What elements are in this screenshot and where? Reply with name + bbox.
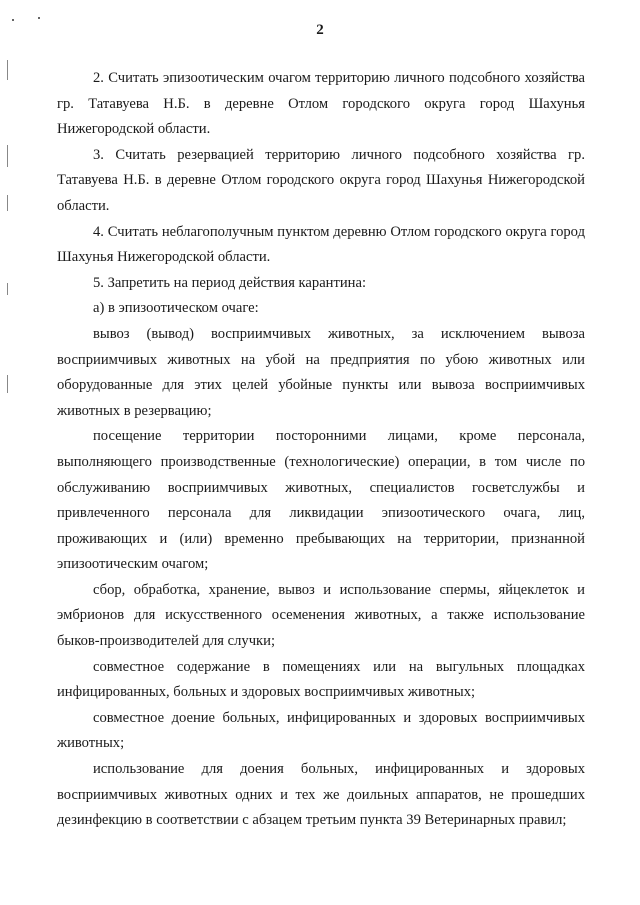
restriction-joint-keeping: совместное содержание в помещениях или на выгульных площадках инфицированных, больных и здоровых восприимчивых животных; <box>57 658 585 701</box>
restriction-joint-milking: совместное доение больных, инфицированных и здоровых восприимчивых животных; <box>57 709 585 752</box>
scan-margin-mark <box>7 60 8 80</box>
document-body <box>57 66 585 834</box>
paragraph-item-4: 4. Считать неблагополучным пунктом деревню Отлом городского округа город Шахунья Нижегородской области. <box>57 223 585 266</box>
restriction-export: вывоз (вывод) восприимчивых животных, за исключением вывоза восприимчивых животных на убой на предприятия по убою животных или оборудованные для этих целей убойные пункты или вывоза восприимчивых животных в резервацию; <box>57 325 585 419</box>
paragraph-item-3: 3. Считать резервацией территорию личного подсобного хозяйства гр. Татавуева Н.Б. в деревне Отлом городского округа город Шахунья Нижегородской области. <box>57 146 585 214</box>
paragraph-item-5: 5. Запретить на период действия карантина: <box>93 274 367 291</box>
scan-margin-mark <box>7 195 8 211</box>
restriction-semen: сбор, обработка, хранение, вывоз и использование спермы, яйцеклеток и эмбрионов для искусственного осеменения животных, а также использование быков-производителей для случки; <box>57 581 585 650</box>
paragraph-item-2: 2. Считать эпизоотическим очагом территорию личного подсобного хозяйства гр. Татавуева Н.Б. в деревне Отлом городского округа город Шахунья Нижегородской области. <box>57 70 585 138</box>
scan-speck <box>38 17 40 19</box>
scan-margin-mark <box>7 145 8 167</box>
restriction-visiting: посещение территории посторонними лицами, кроме персонала, выполняющего производственные (технологические) операции, в том числе по обслуживанию восприимчивых животных, специалистов госветслужбы и привлеченного персонала для ликвидации эпизоотического очага, лиц, проживающих и (или) временно пребывающих на территории, признанной эпизоотическим очагом; <box>57 428 585 573</box>
scan-margin-mark <box>7 375 8 393</box>
scan-margin-mark <box>7 283 8 295</box>
restriction-milking-equipment: использование для доения больных, инфицированных и здоровых восприимчивых животных одних и тех же доильных аппаратов, не прошедших дезинфекцию в соответствии с абзацем третьим пункта 39 Ветеринарных правил; <box>57 761 585 829</box>
page-number: 2 <box>316 22 324 38</box>
scan-speck <box>12 19 14 21</box>
subitem-a: а) в эпизоотическом очаге: <box>93 300 259 317</box>
